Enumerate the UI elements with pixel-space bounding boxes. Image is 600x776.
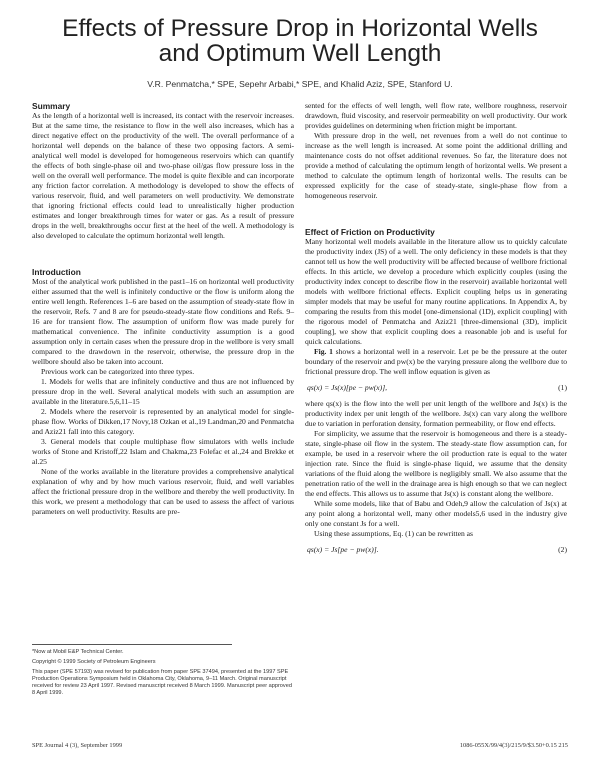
footnote-history: This paper (SPE 57193) was revised for publication from paper SPE 37494, presented at the 1997 SPE Production Operations Symposium held in Oklahoma City, Oklahoma, 9–11 March. Original manuscript received for review 23 April 1997. Revised manuscript received 8 March 1999. Manuscript peer approved 8 April 1999. — [32, 669, 292, 696]
right-paragraph-6: For simplicity, we assume that the reservoir is homogeneous and there is a steady-state, single-phase oil flow in the system. The steady-state flow assumption can, for example, be used in a reservoir where the oil production rate is equal to the water injection rate. Since the fluid is single-phase liquid, we assume that the density variations of the fluid along the wellbore is negligibly small. We also assume that the penetration ratio of the well in the drainage area is high enough so that we can neglect the end effects. This allows us to assume that Js(x) is constant along the wellbore. — [305, 429, 567, 498]
right-column — [305, 101, 567, 561]
equation-1 — [305, 383, 567, 393]
title-line-2: and Optimum Well Length — [158, 40, 442, 67]
footer-journal: SPE Journal 4 (3), September 1999 — [32, 742, 123, 749]
friction-heading: Effect of Friction on Productivity — [305, 227, 435, 237]
right-paragraph-4 — [305, 347, 567, 377]
footnote-affiliation: *Now at Mobil E&P Technical Center. — [32, 649, 124, 655]
right-paragraph-3: Many horizontal well models available in the literature allow us to quickly calculate the productivity index (JS) of a well. The only deficiency in these models is that they cannot tell us how the well productivity will be affected because of wellbore frictional effects. In this article, we develop a procedure which explicitly couples (using the productivity index concept to describe flow in the reservoir) available horizontal well models with wellbore frictional effects. Explicit coupling helps us in generating simpler models that may be useful for many routine applications. In Appendix A, by comparing the results from this model [one-dimensional (1D), explicit coupling] with the rigorous model of Penmatcha and Aziz21 [three-dimensional (3D), implicit coupling], we show that explicit coupling does a reasonable job and is useful for quick calculations. — [305, 237, 567, 346]
intro-paragraph-4: 2. Models where the reservoir is represented by an analytical model for single-phase flow. Works of Dikken,17 Novy,18 Ozkan et al.,19 Landman,20 and Penmatcha and Aziz21 fall into this category. — [32, 407, 294, 436]
equation-2-number: (2) — [558, 545, 567, 554]
introduction-heading: Introduction — [32, 267, 81, 277]
summary-heading: Summary — [32, 101, 71, 111]
paper-title — [0, 16, 600, 66]
footnotes — [32, 644, 294, 700]
right-paragraph-1: sented for the effects of well length, well flow rate, wellbore roughness, reservoir drawdown, fluid viscosity, and reservoir permeability on well productivity. Our work provides guidelines on determining when friction might be important. — [305, 101, 567, 130]
title-line-1: Effects of Pressure Drop in Horizontal Wells — [62, 15, 538, 42]
intro-paragraph-3: 1. Models for wells that are infinitely conductive and thus are not influenced by pressure drop in the well. Several analytical models with such an assumption are available in the literature.5,6,11–15 — [32, 377, 294, 406]
summary-text: As the length of a horizontal well is increased, its contact with the reservoir increases. But at the same time, the resistance to flow in the well also increases, which has a direct negative effect on the productivity of the well. The overall performance of a horizontal well depends on the balance of these two opposing factors. A semi-analytical well model is developed for homogeneous reservoirs which can quantify the effects of both single-phase oil and two-phase oil/gas flow pressure loss in the well on the overall well performance. The model is quite flexible and can incorporate any friction factor correlation. A methodology is developed to show the effects of various reservoir, fluid, and well parameters on well productivity. We demonstrate that ignoring frictional effects could lead to unrealistically higher production estimates and longer breakthrough times for water or gas. As a result of pressure drops in the well, breakthroughs occur first at the heel of the well. A methodology is also developed to calculate the optimum horizontal well length. — [32, 111, 294, 240]
left-column — [32, 101, 294, 517]
intro-paragraph-5: 3. General models that couple multiphase flow simulators with wells include works of Stone and Kristoff,22 Islam and Chakma,23 Folefac et al.,24 and Brekke et al.25 — [32, 437, 294, 466]
equation-2 — [305, 545, 567, 555]
authors-line: V.R. Penmatcha,* SPE, Sepehr Arbabi,* SPE, and Khalid Aziz, SPE, Stanford U. — [147, 79, 453, 89]
equation-2-body: qs(x) = Js[pe − pw(x)]. — [307, 545, 379, 554]
equation-1-number: (1) — [558, 383, 567, 392]
footnote-rule — [32, 644, 232, 645]
right-paragraph-8: Using these assumptions, Eq. (1) can be rewritten as — [314, 529, 474, 538]
equation-1-body: qs(x) = Js(x)[pe − pw(x)], — [307, 383, 388, 392]
right-paragraph-7: While some models, like that of Babu and Odeh,9 allow the calculation of Js(x) at any point along a horizontal well, many other models5,6 used in the industry give only one constant Js for a well. — [305, 499, 567, 528]
right-paragraph-2: With pressure drop in the well, net revenues from a well do not continue to increase as the well length is increased. At some point the additional drilling and maintenance costs do not offset additional revenues. So far, the literature does not provide a method of calculating the optimum length of horizontal wells. We present a method to calculate the optimum length of horizontal wells. The results can be expressed explicitly for the case of steady-state, single-phase flow from a homogeneous reservoir. — [305, 131, 567, 200]
right-paragraph-4-text: shows a horizontal well in a reservoir. Let pe be the pressure at the outer boundary of the reservoir and pw(x) be the varying pressure along the wellbore due to frictional pressure drop. The well inflow equation is given as — [305, 347, 567, 376]
intro-paragraph-1: Most of the analytical work published in the past1–16 on horizontal well productivity either assumed that the well is infinitely conductive or the flow is uniform along the entire well length. References 1–6 are based on the assumption of steady-state flow in the reservoir, Refs. 7 and 8 are for pseudo-steady-state flow conditions and Refs. 9–16 are for transient flow. The assumption of uniform flow was made purely for mathematical convenience. The infinite conductivity assumption is a good assumption only in certain cases when the pressure drop in the wellbore is very small compared to the drawdown in the reservoir, otherwise, the pressure drop in the wellbore should also be taken into account. — [32, 277, 294, 366]
figure-reference[interactable]: Fig. 1 — [314, 347, 333, 356]
footer-issn-page: 1086-055X/99/4(3)/215/9/$3.50+0.15 215 — [459, 742, 568, 749]
right-paragraph-5: where qs(x) is the flow into the well per unit length of the wellbore and Js(x) is the productivity index per unit length of the wellbore. Js(x) can vary along the wellbore due to variation in perforation density, formation permeability, or flow end effects. — [305, 399, 567, 428]
page-footer — [32, 742, 568, 749]
intro-paragraph-2: Previous work can be categorized into three types. — [41, 367, 195, 376]
intro-paragraph-6: None of the works available in the literature provides a comprehensive analytical explanation of why and by how much various reservoir, fluid, and well variables affect the frictional pressure drop in the wellbore and thereby the well productivity. In this work, we present a methodology that can be used to assess the affect of various parameters on well productivity. Results are pre- — [32, 467, 294, 516]
footnote-copyright: Copyright © 1999 Society of Petroleum Engineers — [32, 659, 156, 665]
